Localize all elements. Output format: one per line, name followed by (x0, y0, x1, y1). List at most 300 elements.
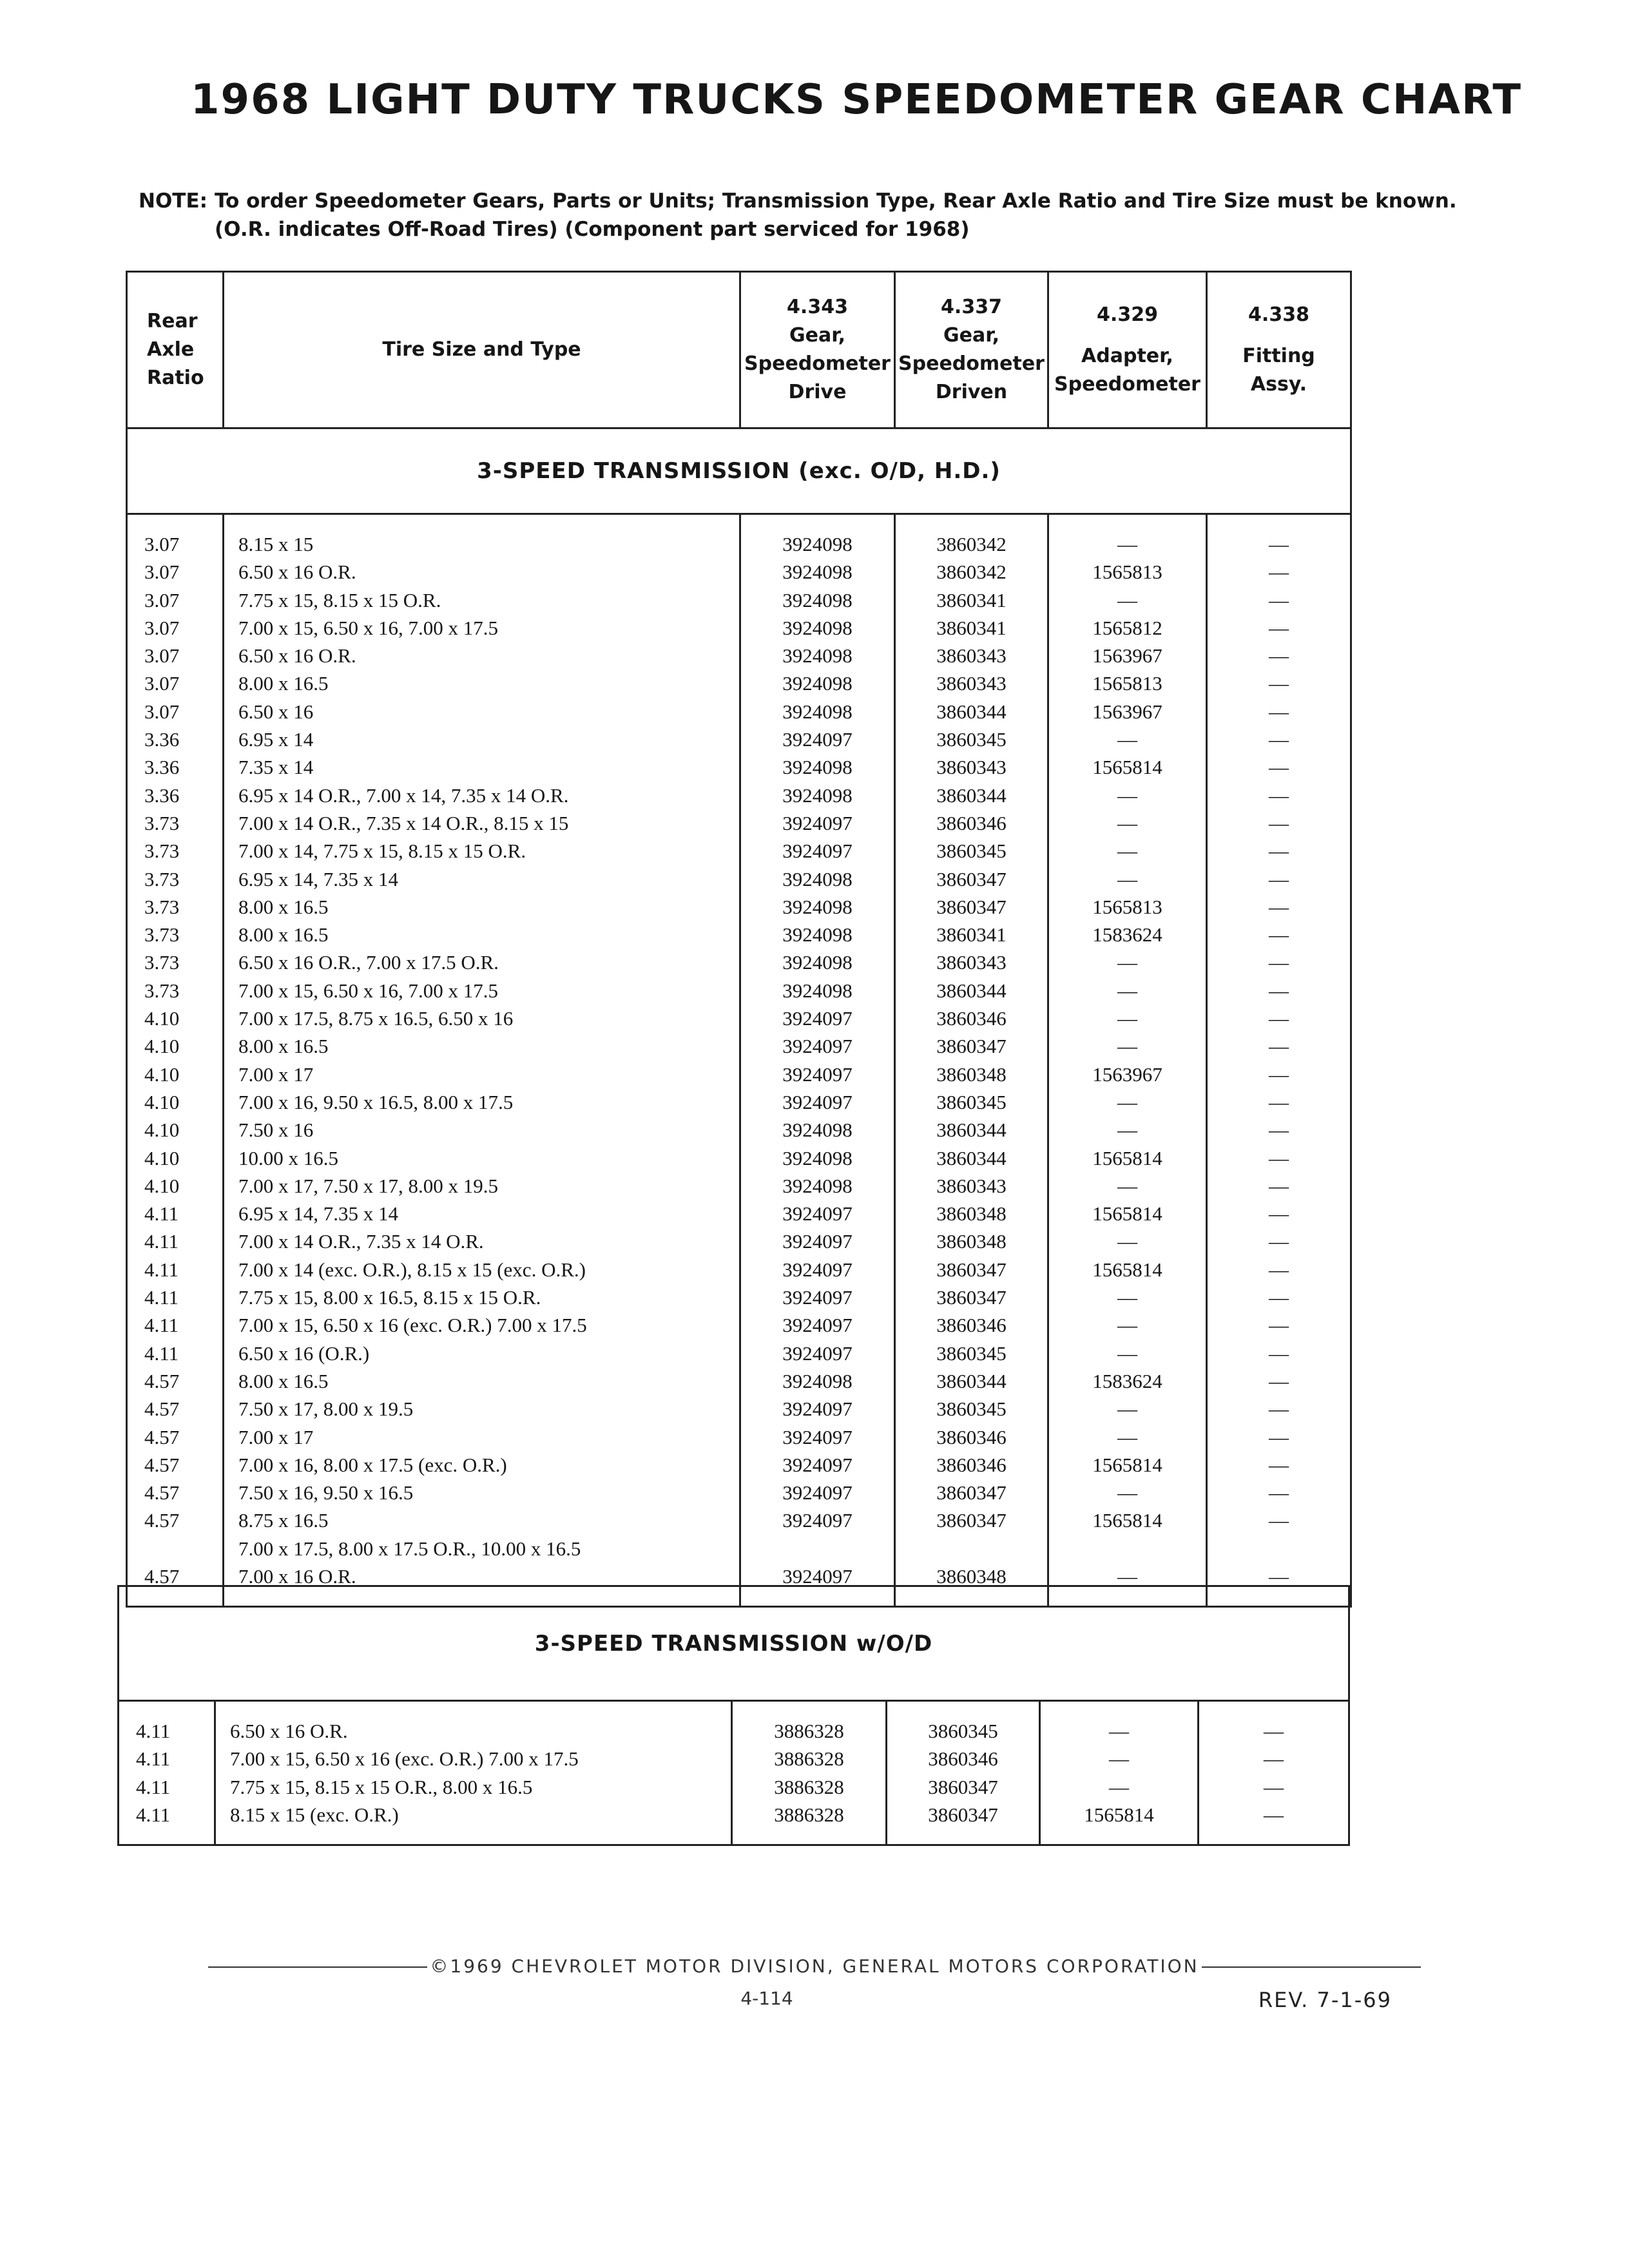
header-gear-driven: 4.337 Gear, Speedometer Driven (895, 272, 1048, 428)
drive-gear-cell: 3924098 (740, 558, 895, 586)
tire-size-text: 7.00 x 16, 8.00 x 17.5 (exc. O.R.) (238, 1453, 507, 1476)
page-title: 1968 LIGHT DUTY TRUCKS SPEEDOMETER GEAR CHART (191, 76, 1523, 124)
table-row (127, 1311, 1351, 1339)
table-row (119, 1773, 1349, 1801)
driven-gear-cell: 3860347 (895, 893, 1048, 921)
driven-gear-cell: 3860343 (895, 948, 1048, 976)
tire-cell (224, 726, 740, 753)
ratio-cell: 3.07 (127, 614, 224, 642)
table-row (127, 1061, 1351, 1088)
ratio-cell: 4.11 (127, 1311, 224, 1339)
tire-size-text: 7.00 x 17 (238, 1062, 314, 1086)
table-row (127, 1423, 1351, 1451)
drive-gear-cell: 3924098 (740, 921, 895, 948)
ratio-cell: 4.11 (127, 1256, 224, 1283)
table-row (127, 1004, 1351, 1032)
table-row (119, 1701, 1349, 1745)
ratio-cell: 4.57 (127, 1506, 224, 1534)
table-row (127, 837, 1351, 865)
fitting-cell: — (1207, 1535, 1351, 1607)
ratio-cell: 4.11 (119, 1773, 215, 1801)
driven-gear-cell: 3860346 (887, 1745, 1040, 1773)
adapter-cell: — (1048, 1088, 1207, 1116)
ratio-cell: 4.57 (127, 1367, 224, 1395)
adapter-cell: — (1048, 1283, 1207, 1311)
adapter-cell: 1565814 (1048, 1144, 1207, 1172)
fitting-cell: — (1207, 1004, 1351, 1032)
fitting-cell: — (1207, 726, 1351, 753)
tire-cell (215, 1801, 732, 1845)
drive-gear-cell: 3924097 (740, 1451, 895, 1479)
header-gear-drive: 4.343 Gear, Speedometer Drive (740, 272, 895, 428)
ratio-cell: 4.10 (127, 1144, 224, 1172)
adapter-cell: 1563967 (1048, 642, 1207, 669)
ratio-cell: 4.57 (127, 1479, 224, 1506)
gear-chart-table-od (117, 1585, 1350, 1846)
header-fitting: 4.338 Fitting Assy. (1207, 272, 1351, 428)
fitting-cell: — (1207, 1451, 1351, 1479)
fitting-cell: — (1207, 1283, 1351, 1311)
tire-cell (224, 1395, 740, 1423)
tire-cell (224, 1004, 740, 1032)
drive-gear-cell: 3924098 (740, 698, 895, 726)
fitting-cell: — (1207, 1032, 1351, 1060)
tire-size-text: 6.50 x 16 O.R. (238, 644, 356, 668)
tire-cell (224, 1311, 740, 1339)
ratio-cell: 4.57 (127, 1395, 224, 1423)
fitting-cell: — (1207, 669, 1351, 697)
driven-gear-cell: 3860348 (895, 1200, 1048, 1227)
table-row (119, 1801, 1349, 1845)
tire-cell (224, 1116, 740, 1144)
tire-size-text: 6.95 x 14, 7.35 x 14 (238, 1202, 398, 1225)
tire-size-text: 7.35 x 14 (238, 756, 314, 779)
drive-gear-cell: 3924098 (740, 948, 895, 976)
revision-date: REV. 7-1-69 (1258, 1988, 1392, 2012)
tire-cell (224, 809, 740, 837)
adapter-cell: — (1048, 1535, 1207, 1607)
driven-gear-cell: 3860343 (895, 669, 1048, 697)
adapter-cell: — (1048, 1311, 1207, 1339)
tire-cell (224, 865, 740, 893)
drive-gear-cell: 3924098 (740, 642, 895, 669)
table-row (119, 1745, 1349, 1773)
page-number: 4-114 (740, 1988, 793, 2009)
tire-cell (224, 669, 740, 697)
ratio-cell: 3.73 (127, 893, 224, 921)
table-row (127, 558, 1351, 586)
drive-gear-cell: 3924098 (740, 614, 895, 642)
tire-cell (224, 642, 740, 669)
section-rows (119, 1701, 1349, 1845)
tire-size-text: 8.00 x 16.5 (238, 923, 329, 947)
adapter-cell: — (1048, 1172, 1207, 1200)
driven-gear-cell: 3860342 (895, 514, 1048, 559)
drive-gear-cell: 3924097 (740, 1423, 895, 1451)
order-note (139, 187, 1492, 244)
note-label: NOTE: (139, 189, 208, 213)
fitting-cell: — (1207, 1144, 1351, 1172)
table-row (127, 614, 1351, 642)
drive-gear-cell: 3924098 (740, 669, 895, 697)
tire-size-text: 7.00 x 17, 7.50 x 17, 8.00 x 19.5 (238, 1174, 498, 1197)
fitting-cell: — (1207, 1172, 1351, 1200)
ratio-cell: 4.11 (127, 1200, 224, 1227)
table-row (127, 1172, 1351, 1200)
table-row (127, 1200, 1351, 1227)
table-row (127, 1256, 1351, 1283)
tire-cell (224, 921, 740, 948)
drive-gear-cell: 3924097 (740, 1088, 895, 1116)
driven-gear-cell: 3860348 (895, 1227, 1048, 1255)
drive-gear-cell: 3924098 (740, 865, 895, 893)
adapter-cell: 1583624 (1048, 1367, 1207, 1395)
tire-cell (224, 514, 740, 559)
tire-size-text: 7.00 x 15, 6.50 x 16 (exc. O.R.) 7.00 x 17.5 (238, 1314, 587, 1337)
fitting-cell: — (1207, 782, 1351, 809)
section-title: 3-SPEED TRANSMISSION w/O/D (119, 1586, 1349, 1701)
fitting-cell: — (1207, 865, 1351, 893)
ratio-cell: 4.10 (127, 1004, 224, 1032)
tire-cell (215, 1745, 732, 1773)
ratio-cell: 4.10 (127, 1116, 224, 1144)
adapter-cell: — (1048, 586, 1207, 614)
section-title: 3-SPEED TRANSMISSION (exc. O/D, H.D.) (127, 428, 1351, 514)
tire-size-text: 8.15 x 15 (238, 533, 314, 555)
drive-gear-cell: 3924097 (740, 1032, 895, 1060)
tire-cell (224, 1451, 740, 1479)
table-row (127, 1088, 1351, 1116)
ratio-cell: 3.73 (127, 977, 224, 1004)
tire-cell (224, 1283, 740, 1311)
table-row (127, 893, 1351, 921)
driven-gear-cell: 3860347 (895, 1506, 1048, 1534)
fitting-cell: — (1199, 1745, 1349, 1773)
tire-size-text: 6.95 x 14, 7.35 x 14 (238, 867, 398, 890)
ratio-cell: 4.57 (127, 1535, 224, 1607)
ratio-cell: 4.11 (119, 1745, 215, 1773)
fitting-cell: — (1207, 1395, 1351, 1423)
fitting-cell: — (1199, 1701, 1349, 1745)
fitting-cell: — (1207, 1506, 1351, 1534)
table-row (127, 782, 1351, 809)
adapter-cell: — (1048, 1116, 1207, 1144)
note-line-2: (O.R. indicates Off-Road Tires) (Component part serviced for 1968) (215, 218, 970, 241)
drive-gear-cell: 3886328 (732, 1745, 887, 1773)
ratio-cell: 3.07 (127, 642, 224, 669)
driven-gear-cell: 3860344 (895, 1116, 1048, 1144)
adapter-cell: — (1048, 865, 1207, 893)
fitting-cell: — (1207, 1423, 1351, 1451)
adapter-cell: 1565813 (1048, 669, 1207, 697)
drive-gear-cell: 3924098 (740, 1367, 895, 1395)
driven-gear-cell: 3860346 (895, 1451, 1048, 1479)
driven-gear-cell: 3860345 (895, 1340, 1048, 1367)
adapter-cell: — (1048, 1479, 1207, 1506)
tire-cell (224, 586, 740, 614)
tire-cell (224, 948, 740, 976)
drive-gear-cell: 3924097 (740, 809, 895, 837)
adapter-cell: — (1048, 1423, 1207, 1451)
fitting-cell: — (1207, 1116, 1351, 1144)
fitting-cell: — (1207, 1340, 1351, 1367)
table-row (127, 1451, 1351, 1479)
driven-gear-cell: 3860346 (895, 1423, 1048, 1451)
adapter-cell: 1565814 (1048, 753, 1207, 781)
adapter-cell: 1565813 (1048, 893, 1207, 921)
ratio-cell: 3.07 (127, 514, 224, 559)
fitting-cell: — (1207, 893, 1351, 921)
tire-size-text: 7.00 x 15, 6.50 x 16, 7.00 x 17.5 (238, 616, 498, 639)
tire-size-text: 7.50 x 16 (238, 1119, 314, 1142)
driven-gear-cell: 3860346 (895, 1311, 1048, 1339)
tire-cell (224, 1144, 740, 1172)
ratio-cell: 3.36 (127, 753, 224, 781)
fitting-cell: — (1207, 1311, 1351, 1339)
drive-gear-cell: 3886328 (732, 1773, 887, 1801)
driven-gear-cell: 3860345 (895, 1088, 1048, 1116)
tire-cell (224, 1227, 740, 1255)
tire-cell (224, 698, 740, 726)
driven-gear-cell: 3860347 (887, 1801, 1040, 1845)
section-rows (127, 514, 1351, 1607)
tire-cell (224, 977, 740, 1004)
driven-gear-cell: 3860344 (895, 977, 1048, 1004)
tire-size-text: 7.75 x 15, 8.15 x 15 O.R., 8.00 x 16.5 (230, 1775, 533, 1798)
drive-gear-cell: 3924098 (740, 1116, 895, 1144)
ratio-cell: 3.73 (127, 948, 224, 976)
tire-cell (224, 1479, 740, 1506)
ratio-cell: 4.11 (127, 1283, 224, 1311)
tire-size-text: 8.75 x 16.5 (238, 1509, 329, 1532)
fitting-cell: — (1207, 642, 1351, 669)
tire-size-text: 7.00 x 14, 7.75 x 15, 8.15 x 15 O.R. (238, 840, 526, 863)
fitting-cell: — (1207, 514, 1351, 559)
adapter-cell: — (1048, 1340, 1207, 1367)
ratio-cell: 4.10 (127, 1088, 224, 1116)
fitting-cell: — (1199, 1801, 1349, 1845)
tire-cell (224, 782, 740, 809)
driven-gear-cell: 3860342 (895, 558, 1048, 586)
ratio-cell: 3.73 (127, 865, 224, 893)
driven-gear-cell: 3860341 (895, 921, 1048, 948)
tire-size-text: 10.00 x 16.5 (238, 1146, 338, 1169)
fitting-cell: — (1207, 1227, 1351, 1255)
driven-gear-cell: 3860347 (895, 1479, 1048, 1506)
tire-cell (224, 1367, 740, 1395)
drive-gear-cell: 3924097 (740, 1256, 895, 1283)
table-row (127, 669, 1351, 697)
adapter-cell: 1563967 (1048, 1061, 1207, 1088)
drive-gear-cell: 3924098 (740, 586, 895, 614)
drive-gear-cell: 3924097 (740, 1479, 895, 1506)
drive-gear-cell: 3924097 (740, 726, 895, 753)
tire-size-text: 7.00 x 14 O.R., 7.35 x 14 O.R., 8.15 x 15 (238, 811, 569, 834)
tire-size-text: 6.95 x 14 O.R., 7.00 x 14, 7.35 x 14 O.R. (238, 783, 569, 807)
table-row (127, 1283, 1351, 1311)
tire-cell (224, 558, 740, 586)
driven-gear-cell: 3860347 (895, 1283, 1048, 1311)
drive-gear-cell: 3924098 (740, 893, 895, 921)
fitting-cell: — (1207, 1367, 1351, 1395)
driven-gear-cell: 3860344 (895, 1367, 1048, 1395)
tire-cell (224, 837, 740, 865)
adapter-cell: 1565812 (1048, 614, 1207, 642)
fitting-cell: — (1207, 614, 1351, 642)
tire-size-text: 7.00 x 15, 6.50 x 16, 7.00 x 17.5 (238, 979, 498, 1002)
table-row (127, 1395, 1351, 1423)
adapter-cell: 1583624 (1048, 921, 1207, 948)
table-row (127, 1144, 1351, 1172)
adapter-cell: — (1040, 1745, 1199, 1773)
table-row (127, 948, 1351, 976)
fitting-cell: — (1207, 809, 1351, 837)
driven-gear-cell: 3860345 (895, 726, 1048, 753)
drive-gear-cell: 3924097 (740, 1340, 895, 1367)
adapter-cell: 1565814 (1048, 1506, 1207, 1534)
ratio-cell: 4.11 (127, 1227, 224, 1255)
tire-size-text: 8.00 x 16.5 (238, 1035, 329, 1058)
tire-cell (224, 1256, 740, 1283)
drive-gear-cell: 3886328 (732, 1801, 887, 1845)
tire-size-text: 7.50 x 17, 8.00 x 19.5 (238, 1398, 414, 1421)
driven-gear-cell: 3860346 (895, 809, 1048, 837)
adapter-cell: — (1048, 1032, 1207, 1060)
ratio-cell: 3.73 (127, 837, 224, 865)
driven-gear-cell: 3860344 (895, 782, 1048, 809)
driven-gear-cell: 3860344 (895, 1144, 1048, 1172)
ratio-cell: 4.10 (127, 1061, 224, 1088)
gear-chart-table (126, 271, 1352, 1608)
adapter-cell: — (1048, 726, 1207, 753)
tire-size-text: 7.00 x 17 (238, 1425, 314, 1448)
tire-cell (224, 753, 740, 781)
ratio-cell: 4.57 (127, 1423, 224, 1451)
ratio-cell: 3.73 (127, 809, 224, 837)
adapter-cell: — (1048, 837, 1207, 865)
tire-cell (215, 1701, 732, 1745)
header-rear-axle-ratio: Rear Axle Ratio (127, 272, 224, 428)
table-row (127, 586, 1351, 614)
ratio-cell: 4.10 (127, 1172, 224, 1200)
driven-gear-cell: 3860347 (895, 1256, 1048, 1283)
driven-gear-cell: 3860343 (895, 1172, 1048, 1200)
header-tire-size: Tire Size and Type (224, 272, 740, 428)
driven-gear-cell: 3860344 (895, 698, 1048, 726)
tire-cell (224, 1172, 740, 1200)
drive-gear-cell: 3886328 (732, 1701, 887, 1745)
driven-gear-cell: 3860348 (895, 1535, 1048, 1607)
table-row (127, 865, 1351, 893)
drive-gear-cell: 3924097 (740, 1004, 895, 1032)
tire-size-text: 7.00 x 16 O.R. (238, 1564, 356, 1588)
adapter-cell: 1563967 (1048, 698, 1207, 726)
tire-size-text: 7.00 x 16, 9.50 x 16.5, 8.00 x 17.5 (238, 1090, 514, 1113)
ratio-cell: 3.07 (127, 586, 224, 614)
fitting-cell: — (1207, 977, 1351, 1004)
table-row (127, 1032, 1351, 1060)
tire-size-text: 7.75 x 15, 8.15 x 15 O.R. (238, 588, 441, 611)
driven-gear-cell: 3860345 (887, 1701, 1040, 1745)
fitting-cell: — (1207, 558, 1351, 586)
fitting-cell: — (1207, 1061, 1351, 1088)
fitting-cell: — (1207, 753, 1351, 781)
drive-gear-cell: 3924097 (740, 1283, 895, 1311)
fitting-cell: — (1207, 921, 1351, 948)
fitting-cell: — (1207, 1200, 1351, 1227)
ratio-cell: 4.11 (119, 1701, 215, 1745)
driven-gear-cell: 3860345 (895, 837, 1048, 865)
drive-gear-cell: 3924098 (740, 977, 895, 1004)
adapter-cell: — (1048, 948, 1207, 976)
tire-size-text: 7.50 x 16, 9.50 x 16.5 (238, 1481, 414, 1504)
driven-gear-cell: 3860343 (895, 753, 1048, 781)
table-row (127, 726, 1351, 753)
ratio-cell: 3.36 (127, 726, 224, 753)
table-row (127, 698, 1351, 726)
ratio-cell: 3.07 (127, 669, 224, 697)
tire-size-text: 8.15 x 15 (exc. O.R.) (230, 1803, 399, 1826)
driven-gear-cell: 3860347 (887, 1773, 1040, 1801)
adapter-cell: — (1040, 1701, 1199, 1745)
adapter-cell: — (1048, 782, 1207, 809)
tire-cell (224, 1032, 740, 1060)
tire-size-text: 6.95 x 14 (238, 728, 314, 751)
drive-gear-cell: 3924097 (740, 1227, 895, 1255)
adapter-cell: — (1048, 1004, 1207, 1032)
tire-size-text: 7.00 x 14 (exc. O.R.), 8.15 x 15 (exc. O.R.) (238, 1258, 586, 1281)
tire-size-text: 6.50 x 16 O.R., 7.00 x 17.5 O.R. (238, 951, 499, 974)
tire-size-text: 7.00 x 15, 6.50 x 16 (exc. O.R.) 7.00 x 17.5 (230, 1747, 579, 1771)
driven-gear-cell: 3860346 (895, 1004, 1048, 1032)
tire-size-text: 7.00 x 17.5, 8.00 x 17.5 O.R., 10.00 x 16.5 (238, 1537, 581, 1560)
drive-gear-cell: 3924097 (740, 1395, 895, 1423)
drive-gear-cell: 3924098 (740, 1172, 895, 1200)
drive-gear-cell: 3924097 (740, 1506, 895, 1534)
drive-gear-cell: 3924097 (740, 1311, 895, 1339)
fitting-cell: — (1207, 586, 1351, 614)
adapter-cell: — (1048, 977, 1207, 1004)
adapter-cell: — (1048, 809, 1207, 837)
tire-cell (215, 1773, 732, 1801)
footer-copyright: ©1969 CHEVROLET MOTOR DIVISION, GENERAL MOTORS CORPORATION (0, 1956, 1629, 1977)
adapter-cell: 1565814 (1040, 1801, 1199, 1845)
tire-size-text: 7.00 x 17.5, 8.75 x 16.5, 6.50 x 16 (238, 1007, 514, 1030)
adapter-cell: 1565814 (1048, 1256, 1207, 1283)
ratio-cell: 3.36 (127, 782, 224, 809)
adapter-cell: — (1048, 1395, 1207, 1423)
tire-size-text: 8.00 x 16.5 (238, 672, 329, 695)
adapter-cell: 1565814 (1048, 1200, 1207, 1227)
driven-gear-cell: 3860348 (895, 1061, 1048, 1088)
tire-cell (224, 893, 740, 921)
adapter-cell: 1565813 (1048, 558, 1207, 586)
note-line-1: To order Speedometer Gears, Parts or Units; Transmission Type, Rear Axle Ratio and Tire Size must be known. (215, 189, 1457, 213)
ratio-cell: 3.73 (127, 921, 224, 948)
fitting-cell: — (1207, 1088, 1351, 1116)
tire-cell (224, 1088, 740, 1116)
header-adapter: 4.329 Adapter, Speedometer (1048, 272, 1207, 428)
driven-gear-cell: 3860343 (895, 642, 1048, 669)
table-row (127, 642, 1351, 669)
driven-gear-cell: 3860345 (895, 1395, 1048, 1423)
ratio-cell: 3.07 (127, 558, 224, 586)
driven-gear-cell: 3860347 (895, 1032, 1048, 1060)
drive-gear-cell: 3924097 (740, 1061, 895, 1088)
drive-gear-cell: 3924097 (740, 837, 895, 865)
ratio-cell: 3.07 (127, 698, 224, 726)
table-row (127, 514, 1351, 559)
